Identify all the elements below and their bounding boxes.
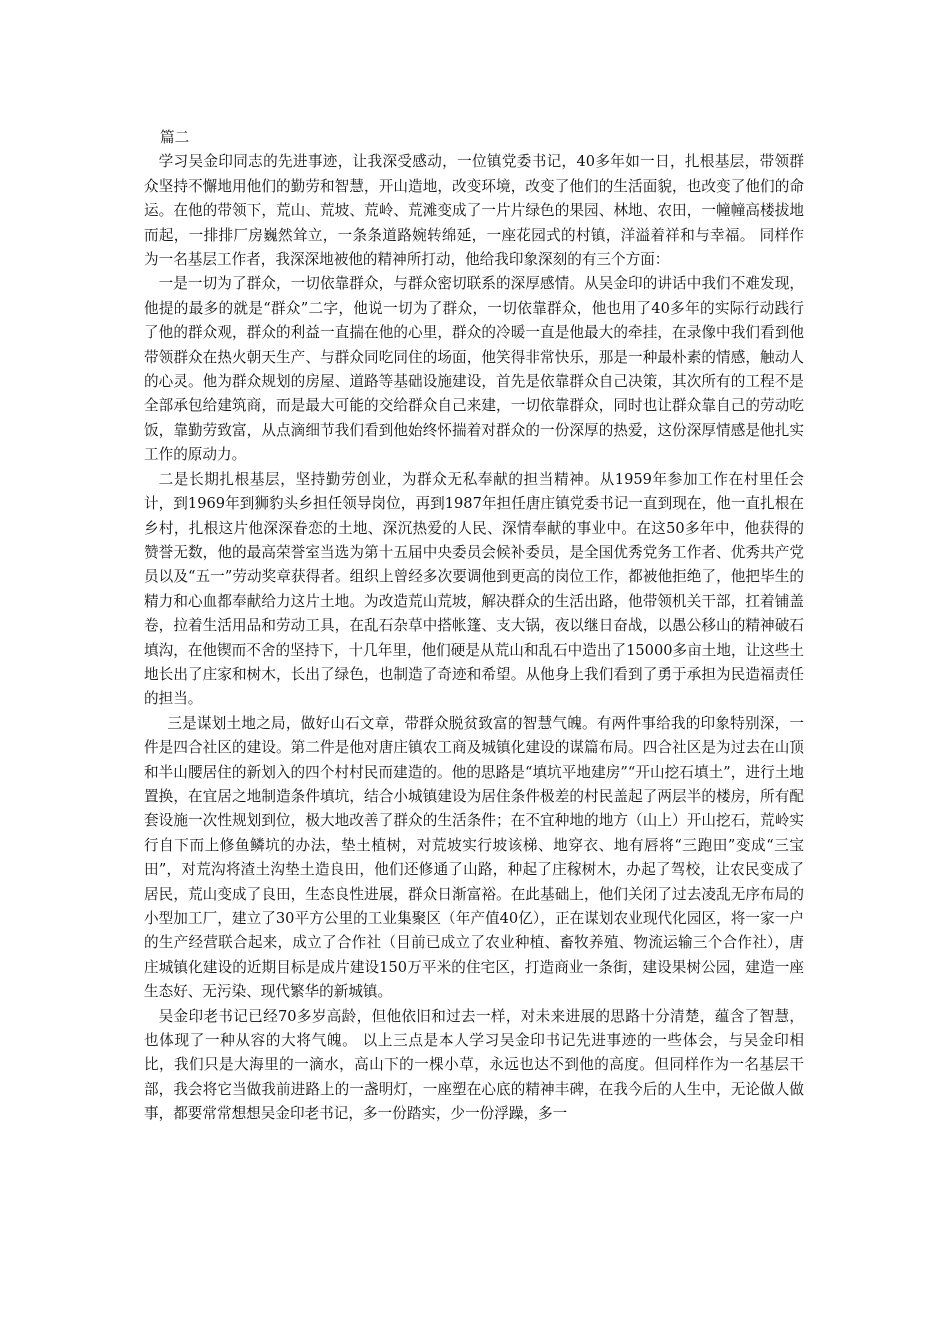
document-page bbox=[144, 126, 804, 1127]
paragraph-point-one: 一是一切为了群众，一切依靠群众，与群众密切联系的深厚感情。从吴金印的讲话中我们不难发现，他提的最多的就是“群众”二字，他说一切为了群众，一切依靠群众，他也用了40多年的实际行动践行了他的群众观，群众的利益一直揣在他的心里，群众的冷暖一直是他最大的牵挂，在录像中我们看到他带领群众在热火朝天生产、与群众同吃同住的场面，他笑得非常快乐，那是一种最朴素的情感，触动人的心灵。他为群众规划的房屋、道路等基础设施建设，首先是依靠群众自己决策，其次所有的工程不是全部承包给建筑商，而是最大可能的交给群众自己来建，一切依靠群众，同时也让群众靠自己的劳动吃饭，靠勤劳致富，从点滴细节我们看到他始终怀揣着对群众的一份深厚的热爱，这份深厚情感是他扎实工作的原动力。 bbox=[144, 275, 804, 464]
paragraph-point-three: 三是谋划土地之局，做好山石文章，带群众脱贫致富的智慧气魄。有两件事给我的印象特别深，一件是四合社区的建设。第二件是他对唐庄镇农工商及城镇化建设的谋篇布局。四合社区是为过去在山顶和半山腰居住的新划入的四个村村民而建造的。他的思路是“填坑平地建房”“开山挖石填土”，进行土地置换，在宜居之地制造条件填坑，结合小城镇建设为居住条件极差的村民盖起了两层半的楼房，所有配套设施一次性规划到位，极大地改善了群众的生活条件；在不宜种地的地方（山上）开山挖石，荒岭实行自下而上修鱼鳞坑的办法，垫土植树，对荒坡实行坡该梯、地穿衣、地有唇将“三跑田”变成“三宝田”，对荒沟将渣土沟垫土造良田，他们还修通了山路，种起了庄稼树木，办起了驾校，让农民变成了居民，荒山变成了良田，生态良性进展，群众日渐富裕。在此基础上，他们关闭了过去凌乱无序布局的小型加工厂，建立了30平方公里的工业集聚区（年产值40亿），正在谋划农业现代化园区，将一家一户的生产经营联合起来，成立了合作社（目前已成立了农业种植、畜牧养殖、物流运输三个合作社），唐庄城镇化建设的近期目标是成片建设150万平米的住宅区，打造商业一条街，建设果树公园，建造一座生态好、无污染、现代繁华的新城镇。 bbox=[144, 714, 804, 1001]
paragraph-point-two: 二是长期扎根基层，坚持勤劳创业，为群众无私奉献的担当精神。从1959年参加工作在村里任会计，到1969年到狮豹头乡担任领导岗位，再到1987年担任唐庄镇党委书记一直到现在，他一直扎根在乡村，扎根这片他深深眷恋的土地、深沉热爱的人民、深情奉献的事业中。在这50多年中，他获得的赞誉无数，他的最高荣誉室当选为第十五届中央委员会候补委员，是全国优秀党务工作者、优秀共产党员以及“五一”劳动奖章获得者。组织上曾经多次要调他到更高的岗位工作，都被他拒绝了，他把毕生的精力和心血都奉献给力这片土地。为改造荒山荒坡，解决群众的生活出路，他带领机关干部，扛着铺盖卷，拉着生活用品和劳动工具，在乱石杂草中搭帐篷、支大锅，夜以继日奋战，以愚公移山的精神破石填沟，在他锲而不舍的坚持下，十几年里，他们硬是从荒山和乱石中造出了15000多亩土地，让这些土地长出了庄家和树木，长出了绿色，也制造了奇迹和希望。从他身上我们看到了勇于承担为民造福责任的担当。 bbox=[144, 470, 804, 708]
section-heading: 篇二 bbox=[160, 129, 190, 146]
paragraph-conclusion: 吴金印老书记已经70多岁高龄，但他依旧和过去一样，对未来进展的思路十分清楚，蕴含了智慧，也体现了一种从容的大将气魄。 以上三点是本人学习吴金印书记先进事迹的一些体会，与吴金印相比，我们只是大海里的一滴水，高山下的一棵小草，永远也达不到他的高度。但同样作为一名基层干部，我会将它当做我前进路上的一盏明灯，一座塑在心底的精神丰碑，在我今后的人生中，无论做人做事，都要常常想想吴金印老书记，多一份踏实，少一份浮躁，多一 bbox=[144, 1007, 804, 1123]
paragraph-intro: 学习吴金印同志的先进事迹，让我深受感动，一位镇党委书记，40多年如一日，扎根基层，带领群众坚持不懈地用他们的勤劳和智慧，开山造地，改变环境，改变了他们的生活面貌，也改变了他们的命运。在他的带领下，荒山、荒坡、荒岭、荒滩变成了一片片绿色的果园、林地、农田，一幢幢高楼拔地而起，一排排厂房巍然耸立，一条条道路婉转绵延，一座花园式的村镇，洋溢着祥和与幸福。 同样作为一名基层工作者，我深深地被他的精神所打动，他给我印象深刻的有三个方面： bbox=[144, 153, 804, 269]
